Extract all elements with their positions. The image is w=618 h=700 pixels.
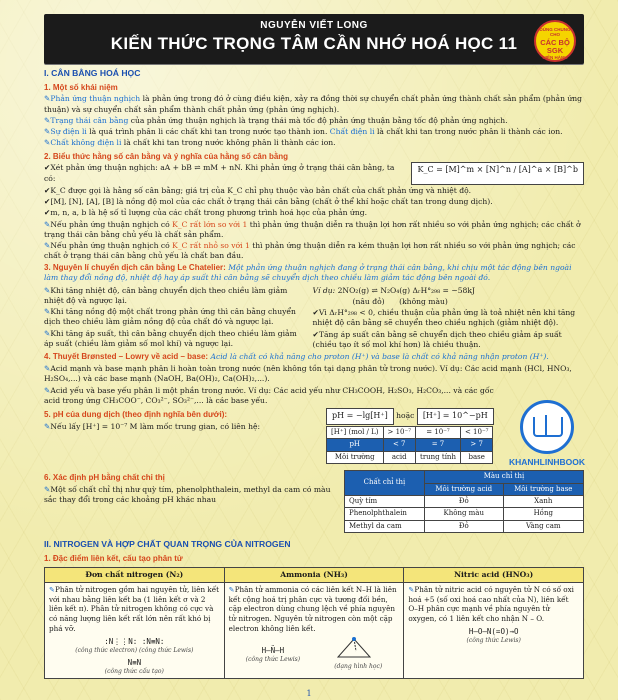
table-cell: acid <box>383 451 416 463</box>
le-chatelier-rules <box>44 285 303 352</box>
kc-row <box>44 162 584 185</box>
text: Nếu phản ứng thuận nghịch có <box>50 241 173 251</box>
col-nitric-acid <box>404 568 583 678</box>
table-row <box>345 520 584 532</box>
text: thì phản ứng thuận diễn ra thuận lợi hơn rất nhiều so với phản ứng nghịch; các chất ở trạng thái cân bằng chủ yếu là chất sản phẩm. <box>44 219 581 239</box>
definition-text: là chất khi tan trong nước phân li thành các ion. <box>374 127 563 137</box>
term: Chất điện li <box>329 127 375 137</box>
kc-formula-box: K_C = [M]^m × [N]^n / [A]^a × [B]^b <box>411 162 584 185</box>
table-cell: < 7 <box>383 439 416 451</box>
pyramid-shape-icon <box>334 637 374 661</box>
ph-table <box>326 426 493 464</box>
table-header: Màu chỉ thị <box>424 471 583 483</box>
table-cell: Đỏ <box>424 496 503 508</box>
definition-text: của phản ứng thuận nghịch là trạng thái mà tốc độ phản ứng thuận bằng tốc độ phản ứng nghịch. <box>128 115 508 125</box>
table-header: Chất chỉ thị <box>345 471 425 496</box>
ammonia-geometry <box>334 637 382 672</box>
table-cell: > 7 <box>460 439 493 451</box>
example-result-1: ✔ Vì ΔᵣH°₂₉₈ < 0, chiều thuận của phản ứng là toả nhiệt nên khi tăng nhiệt độ cân bằng sẽ chuyển theo chiều nghịch (giảm nhiệt độ). <box>313 308 584 329</box>
weak-acid-base: ✎ Acid yếu và base yếu phân li một phần trong nước. Ví dụ: Các acid yếu như CH₃COOH, H₂SO₃, H₂CO₃,... và các gốc acid trong ứng CH₃COO⁻, CO₃²⁻, SO₃²⁻,... là các base yếu. <box>44 386 584 407</box>
content <box>44 68 584 679</box>
page-title: KIẾN THỨC TRỌNG TÂM CẦN NHỚ HOÁ HỌC 11 <box>110 34 518 53</box>
structure-caption: (công thức cấu tạo) <box>104 667 164 675</box>
badge-bottom-text: HIỆN HÀNH <box>542 55 568 60</box>
ph-formula: pH = −lg[H⁺] <box>326 408 394 425</box>
table-cell: Phenolphthalein <box>345 508 425 520</box>
le-chatelier-heading <box>44 263 584 284</box>
highlight: K_C rất lớn so với 1 <box>172 219 248 229</box>
structure-caption: (dạng hình học) <box>334 663 383 671</box>
col-header: Nitric acid (HNO₃) <box>404 568 583 583</box>
table-cell: Môi trường <box>327 451 384 463</box>
example-colors <box>313 297 584 307</box>
col-header: Ammonia (NH₃) <box>225 568 404 583</box>
table-cell: trung tính <box>416 451 461 463</box>
subsection-1-1: 1. Một số khái niệm <box>44 82 118 92</box>
subsection-1-6: 6. Xác định pH bằng chất chỉ thị <box>44 473 165 483</box>
table-cell: = 7 <box>416 439 461 451</box>
text: thì phản ứng thuận diễn ra kém thuận lợi hơn rất nhiều so với phản ứng nghịch; các chất ở trạng thái cân bằng chủ yếu là chất ban đầu. <box>44 241 576 261</box>
table-cell: pH <box>327 439 384 451</box>
structure-formula: H–N̈–H <box>261 646 285 656</box>
structure-caption: (công thức Lewis) <box>245 656 301 664</box>
publisher-logo <box>506 400 588 467</box>
structure-columns <box>44 567 584 679</box>
structure-caption: (công thức electron) (công thức Lewis) <box>75 646 194 654</box>
table-row <box>345 471 584 483</box>
example-label: Ví dụ: <box>312 285 336 295</box>
publisher-name: KHANHLINHBOOK <box>508 457 586 467</box>
table-row <box>327 451 493 463</box>
table-row <box>327 439 493 451</box>
example-equation <box>313 286 584 296</box>
term: Chất không điện li <box>50 138 122 148</box>
badge-mid-text: CÁC BỘ SGK <box>540 38 570 55</box>
table-cell: Đỏ <box>424 520 503 532</box>
example-eq-text: 2NO₂(g) ⇌ N₂O₄(g) ΔᵣH°₂₉₈ = −58kJ <box>337 285 476 295</box>
rule-pressure: ✎ Khi tăng áp suất, thì cân bằng chuyển dịch theo chiều làm giảm áp suất (chiều làm giảm số mol khí) và ngược lại. <box>44 329 303 350</box>
ammonia-lewis <box>246 643 300 664</box>
kc-note-1: ✔ K_C được gọi là hằng số cân bằng; giá trị của K_C chỉ phụ thuộc vào bản chất của chất phản ứng và nhiệt độ. <box>44 186 584 196</box>
subsection-1-5: 5. pH của dung dịch (theo định nghĩa bên dưới): <box>44 410 228 420</box>
ph-or: hoặc <box>396 411 415 421</box>
table-header: Môi trường base <box>503 483 583 495</box>
le-chatelier-row <box>44 285 584 352</box>
ph-text <box>44 407 316 464</box>
le-chatelier-definition: Một phản ứng thuận nghịch đang ở trạng thái cân bằng, khi chịu một tác động bên ngoài làm thay đổi nồng độ, nhiệt độ hay áp suất thì cân bằng sẽ chuyển dịch theo chiều làm giảm tác động bên ngoài đó. <box>44 262 572 283</box>
table-cell: Methyl da cam <box>345 520 425 532</box>
col-ammonia <box>225 568 405 678</box>
col-text: ✎ Phân tử nitrogen gồm hai nguyên tử, liên kết với nhau bằng liên kết ba (1 liên kết σ và 2 liên kết π). Phân tử nitrogen không có cực và có năng lượng liên kết rất lớn nên rất khó bị phá vỡ. <box>49 585 220 634</box>
ph-row <box>44 407 584 464</box>
rule-concentration: ✎ Khi tăng nồng độ một chất trong phản ứng thì cân bằng chuyển dịch theo chiều làm giảm nồng độ của chất đó và ngược lại. <box>44 307 303 328</box>
col-nitrogen <box>45 568 225 678</box>
definition-text: là chất khi tan trong nước không phân li thành các ion. <box>121 138 336 148</box>
table-cell: [H⁺] (mol / L) <box>327 426 384 438</box>
section-title-1: I. CÂN BẰNG HOÁ HỌC <box>44 68 141 78</box>
author-name: NGUYỄN VIẾT LONG <box>260 20 368 31</box>
definition-non-electrolyte <box>44 138 584 148</box>
subsection-1-4: 4. Thuyết Brønsted – Lowry về acid – base: <box>44 352 209 362</box>
kc-note-2: ✔ [M], [N], [A], [B] là nồng độ mol của các chất ở trạng thái cân bằng (chất ở thể khí hoặc chất tan trong dung dịch). <box>44 197 584 207</box>
table-cell: < 10⁻⁷ <box>460 426 493 438</box>
subsection-2-1: 1. Đặc điểm liên kết, cấu tạo phân tử <box>44 553 183 563</box>
curriculum-badge <box>534 20 576 62</box>
kc-intro: ✔ Xét phản ứng thuận nghịch: aA + bB ⇌ mM + nN. Khi phản ứng ở trạng thái cân bằng, ta có: <box>44 163 401 184</box>
subsection-1-2: 2. Biểu thức hằng số cân bằng và ý nghĩa của hằng số cân bằng <box>44 151 289 161</box>
bronsted-definition: Acid là chất có khả năng cho proton (H⁺) và base là chất có khả năng nhận proton (H⁺). <box>208 352 549 362</box>
page-number: 1 <box>306 689 312 698</box>
bronsted-heading <box>44 352 584 363</box>
ph-formula-2: [H⁺] = 10^−pH <box>417 408 494 425</box>
book-icon <box>520 400 574 454</box>
kc-note-3: ✔ m, n, a, b là hệ số tỉ lượng của các chất trong phương trình hoá học của phản ứng. <box>44 208 584 218</box>
col-text: ✎ Phân tử nitric acid có nguyên tử N có số oxi hoá +5 (số oxi hoá cao nhất của N), liên kết O–H phân cực mạnh về phía nguyên tử oxygen, có 1 liên kết cho nhận N – O. <box>408 585 579 624</box>
definition-text: là phản ứng trong đó ở cùng điều kiện, xảy ra đồng thời sự chuyển chất phản ứng thành chất sản phẩm (phản ứng thuận) và sự chuyển chất sản phẩm thành chất phản ứng (phản ứng nghịch). <box>44 94 583 114</box>
indicator-text <box>44 470 334 533</box>
term: Sự điện li <box>50 127 87 137</box>
structure-formula: H–O–N(=O)→O <box>468 626 519 636</box>
ph-box <box>326 407 496 464</box>
kc-large <box>44 220 584 241</box>
definition-equilibrium <box>44 116 584 126</box>
color-reactant: (nâu đỏ) <box>352 296 385 306</box>
table-cell: Xanh <box>503 496 583 508</box>
strong-acid-base: ✎ Acid mạnh và base mạnh phân li hoàn toàn trong nước (nên không tồn tại dạng phân tử trong nước). Ví dụ: Các acid mạnh (HCl, HNO₃, H₂SO₄,...) và các base mạnh (NaOH, Ba(OH)₂, Ca(OH)₂,...). <box>44 364 584 385</box>
table-cell: Quỳ tím <box>345 496 425 508</box>
badge-top-text: DÙNG CHUNG CHO <box>539 27 571 37</box>
table-row <box>345 496 584 508</box>
ammonia-structures <box>229 637 400 672</box>
indicator-desc: ✎ Một số chất chỉ thị như quỳ tím, phenolphthalein, methyl da cam có màu sắc thay đổi trong các khoảng pH khác nhau <box>44 485 334 506</box>
definition-text: là quá trình phân li các chất khi tan trong nước tạo thành ion. <box>86 127 330 137</box>
table-cell: = 10⁻⁷ <box>416 426 461 438</box>
color-product: (không màu) <box>399 296 448 306</box>
rule-temperature: ✎ Khi tăng nhiệt độ, cân bằng chuyển dịch theo chiều làm giảm nhiệt độ và ngược lại. <box>44 286 303 307</box>
table-cell: base <box>460 451 493 463</box>
le-chatelier-example <box>313 285 584 352</box>
term: Trạng thái cân bằng <box>50 115 129 125</box>
table-cell: Vàng cam <box>503 520 583 532</box>
kc-small <box>44 241 584 262</box>
subsection-1-3: 3. Nguyên lí chuyển dịch cân bằng Le Chatelier: <box>44 262 226 272</box>
table-cell: Không màu <box>424 508 503 520</box>
table-cell: Hồng <box>503 508 583 520</box>
ph-formulas <box>326 408 496 425</box>
table-row <box>327 426 493 438</box>
table-row <box>345 508 584 520</box>
structure-formula: :N⋮⋮N: :N≡N: <box>104 636 165 646</box>
indicator-table <box>344 470 584 533</box>
term: Phản ứng thuận nghịch <box>50 94 141 104</box>
ph-reference: ✎ Nếu lấy [H⁺] = 10⁻⁷ M làm mốc trung gian, có liên hệ: <box>44 422 316 432</box>
definition-reversible <box>44 94 584 115</box>
structure-formula: N≡N <box>127 657 142 667</box>
example-result-2: ✔ Tăng áp suất cân bằng sẽ chuyển dịch theo chiều giảm áp suất (chiều tạo ít số mol khí hơn) là chiều thuận. <box>313 330 584 351</box>
col-header: Đơn chất nitrogen (N₂) <box>45 568 224 583</box>
header-banner <box>44 14 584 64</box>
table-header: Môi trường acid <box>424 483 503 495</box>
definition-electrolysis <box>44 127 584 137</box>
structure-caption: (công thức Lewis) <box>466 636 521 644</box>
indicator-row <box>44 470 584 533</box>
text: Nếu phản ứng thuận nghịch có <box>50 219 173 229</box>
section-title-2: II. NITROGEN VÀ HỢP CHẤT QUAN TRỌNG CỦA NITROGEN <box>44 539 291 550</box>
col-text: ✎ Phân tử ammonia có các liên kết N–H là liên kết cộng hoá trị phân cực và tương đối bền, cặp electron dùng chung lệch về phía nguyên tử nitrogen. Nguyên tử nitrogen còn một cặp electron không liên kết. <box>229 585 400 634</box>
table-cell: > 10⁻⁷ <box>383 426 416 438</box>
highlight: K_C rất nhỏ so với 1 <box>172 241 250 251</box>
